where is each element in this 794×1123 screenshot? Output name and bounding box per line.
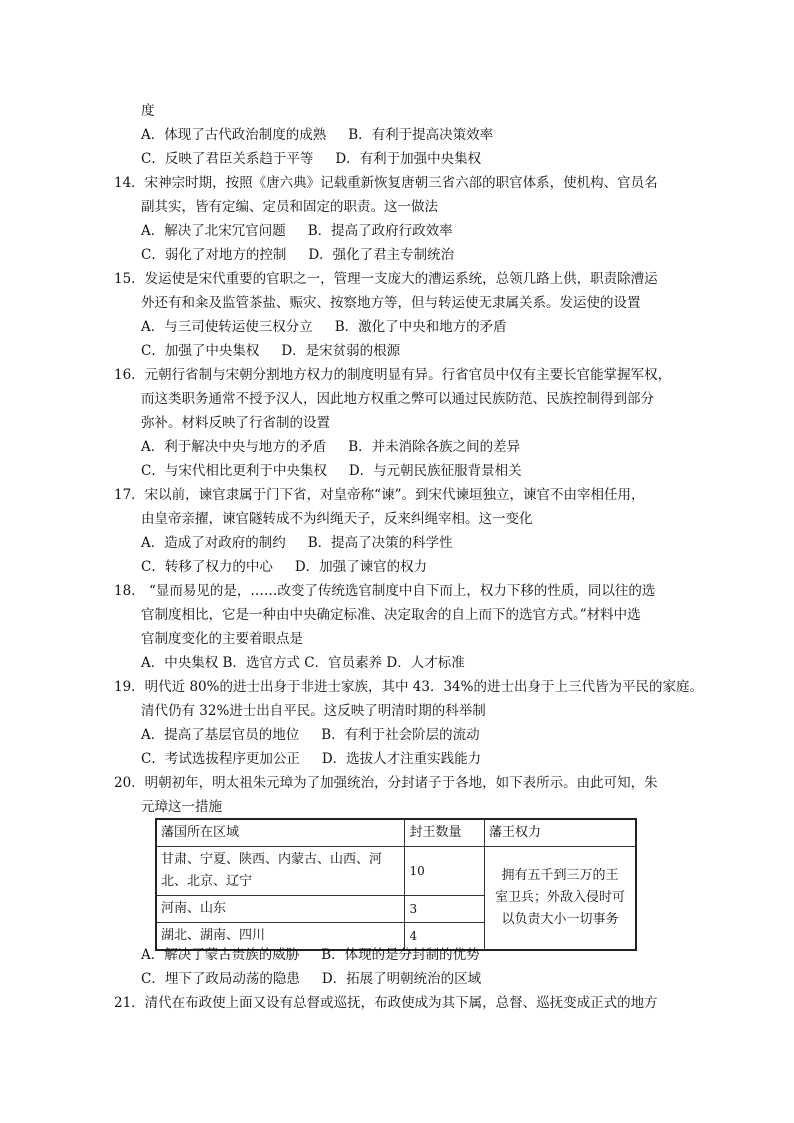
table-row [156,847,636,896]
q16-stem-line2: 而这类职务通常不授予汉人，因此地方权重之弊可以通过民族防范、民族控制得到部分 [141,391,654,407]
q17-option-b[interactable]: B．提高了决策的科学性 [307,535,453,551]
q19-option-d[interactable]: D．选拔人才注重实践能力 [321,751,482,767]
q17-options-ab [141,534,453,552]
q13-option-b[interactable]: B．有利于提高决策效率 [348,127,494,143]
table-cell-power [485,847,637,951]
power-line3: 以负责大小一切事务 [501,912,619,927]
table-header-region: 藩国所在区域 [156,819,405,847]
q16-options-cd [141,462,522,480]
q16-option-a[interactable]: A．利于解决中央与地方的矛盾 [141,439,327,455]
q13-option-a[interactable]: A．体现了古代政治制度的成熟 [141,127,327,143]
q19-options-cd [141,750,481,768]
q16-option-c[interactable]: C．与宋代相比更利于中央集权 [141,463,327,479]
q19-option-b[interactable]: B．有利于社会阶层的流动 [321,727,480,743]
q18-options[interactable]: A．中央集权 B．选官方式 C．官员素养 D．人才标准 [141,655,465,671]
q15-stem-line2: 外还有和籴及监管茶盐、赈灾、按察地方等，但与转运使无隶属关系。发运使的设置 [141,295,641,311]
q14-options-cd [141,246,454,264]
q17-option-d[interactable]: D．加强了谏官的权力 [294,559,428,575]
q15-options-cd [141,342,400,360]
q15-options-ab [141,318,507,336]
q16-option-b[interactable]: B．并未消除各族之间的差异 [348,439,521,455]
q14-options-ab [141,222,453,240]
q20-option-b[interactable]: B．体现的是分封制的优势 [321,947,480,963]
table-cell-region: 湖北、湖南、四川 [156,923,405,951]
q20-stem-line1: 20．明朝初年，明太祖朱元璋为了加强统治，分封诸子于各地，如下表所示。由此可知，朱 [114,775,658,791]
q18-stem-line1: 18． “显而易见的是，……改变了传统选官制度中自下而上，权力下移的性质，同以往的选 [114,583,656,599]
q16-option-d[interactable]: D．与元朝民族征服背景相关 [348,463,522,479]
q17-option-a[interactable]: A．造成了对政府的制约 [141,535,286,551]
q20-options-cd [141,970,481,988]
q20-stem-line2: 元璋这一措施 [141,799,222,815]
q13-options-cd [141,150,481,168]
q17-stem-line1: 17．宋以前，谏官隶属于门下省，对皇帝称“谏”。到宋代谏垣独立，谏官不由宰相任用， [114,487,645,503]
table-cell-count: 4 [405,923,485,951]
table-header-count: 封王数量 [405,819,485,847]
q19-stem-line2: 清代仍有 32%进士出自平民。这反映了明清时期的科举制 [141,703,486,719]
q18-stem-line3: 官制度变化的主要着眼点是 [141,631,303,647]
q16-options-ab [141,438,520,456]
q20-option-c[interactable]: C．埋下了政局动荡的隐患 [141,971,300,987]
table-cell-count: 3 [405,896,485,923]
q19-options-ab [141,726,480,744]
q15-option-d[interactable]: D．是宋贫弱的根源 [281,343,401,359]
region-line2: 北、北京、辽宁 [161,874,253,889]
q19-option-c[interactable]: C．考试选拔程序更加公正 [141,751,300,767]
q14-option-c[interactable]: C．弱化了对地方的控制 [141,247,287,263]
q18-stem-line2: 官制度相比，它是一种由中央确定标准、决定取舍的自上而下的选官方式。”材料中选 [141,607,641,623]
table-cell-region [156,847,405,896]
fief-table [155,818,637,951]
q14-stem-line1: 14．宋神宗时期，按照《唐六典》记载重新恢复唐朝三省六部的职官体系，使机构、官员名 [114,175,658,191]
q15-stem-line1: 15．发运使是宋代重要的官职之一，管理一支庞大的漕运系统，总领几路上供，职责除漕运 [114,271,658,287]
q17-option-c[interactable]: C．转移了权力的中心 [141,559,273,575]
table-header-row [156,819,636,847]
q17-stem-line2: 由皇帝亲擢，谏官隧转成不为纠绳天子，反来纠绳宰相。这一变化 [141,511,533,527]
q15-option-a[interactable]: A．与三司使转运使三权分立 [141,319,313,335]
q19-option-a[interactable]: A．提高了基层官员的地位 [141,727,300,743]
q19-stem-line1: 19．明代近 80%的进士出身于非进士家族，其中 43．34%的进士出身于上三代皆为平民的家庭。 [114,679,703,695]
power-line2: 室卫兵；外敌入侵时可 [494,890,625,905]
q13-option-c[interactable]: C．反映了君臣关系趋于平等 [141,151,314,167]
q14-option-d[interactable]: D．强化了君主专制统治 [308,247,455,263]
table-cell-count: 10 [405,847,485,896]
q14-stem-line2: 副其实，皆有定编、定员和固定的职责。这一做法 [141,199,438,215]
q16-stem-line1: 16．元朝行省制与宋朝分割地方权力的制度明显有异。行省官员中仅有主要长官能掌握军权， [114,367,672,383]
q16-stem-line3: 弥补。材料反映了行省制的设置 [141,415,330,431]
q15-option-c[interactable]: C．加强了中央集权 [141,343,260,359]
q21-stem-line1: 21．清代在布政使上面又设有总督或巡抚，布政使成为其下属，总督、巡抚变成正式的地方 [114,995,658,1011]
q13-options-ab [141,126,493,144]
q20-option-d[interactable]: D．拓展了明朝统治的区域 [321,971,482,987]
q14-option-b[interactable]: B．提高了政府行政效率 [307,223,453,239]
table-header-power: 藩王权力 [485,819,637,847]
q15-option-b[interactable]: B．激化了中央和地方的矛盾 [334,319,507,335]
table-cell-region: 河南、山东 [156,896,405,923]
q13-option-d[interactable]: D．有利于加强中央集权 [335,151,482,167]
region-line1: 甘肃、宁夏、陕西、内蒙古、山西、河 [161,852,383,867]
q17-options-cd [141,558,427,576]
q20-option-a[interactable]: A．解决了蒙古贵族的威胁 [141,947,300,963]
q20-options-ab [141,946,480,964]
q13-continuation: 度 [141,103,155,119]
power-line1: 拥有五千到三万的王 [501,868,619,883]
q14-option-a[interactable]: A．解决了北宋冗官问题 [141,223,286,239]
